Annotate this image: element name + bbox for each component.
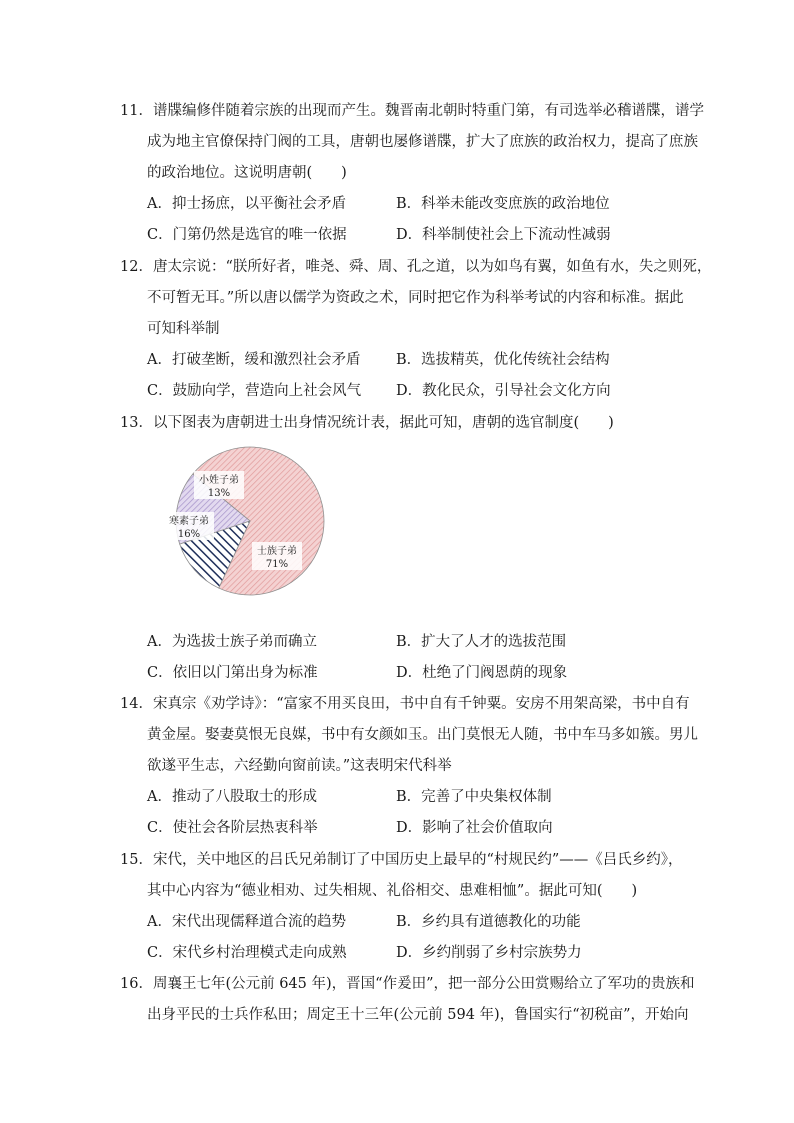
question-14-line-2: 黄金屋。娶妻莫恨无良媒，书中有女颜如玉。出门莫恨无人随，书中车马多如簇。男儿 (147, 727, 698, 743)
pie-label-xiaoxing: 小姓子弟 (199, 475, 239, 486)
pie-value-shizu: 71% (265, 559, 289, 570)
question-11-option-c[interactable]: C．门第仍然是选官的唯一依据 (147, 227, 347, 243)
question-12 (120, 252, 712, 407)
question-11-line-1: 11．谱牒编修伴随着宗族的出现而产生。魏晋南北朝时特重门第，有司选举必稽谱牒，谱学 (120, 103, 704, 119)
question-14-option-c[interactable]: C．使社会各阶层热衷科举 (147, 820, 318, 836)
question-16 (120, 969, 695, 1031)
question-12-line-2: 不可暂无耳。”所以唐以儒学为资政之术，同时把它作为科举考试的内容和标准。据此 (147, 290, 684, 306)
question-16-line-2: 出身平民的士兵作私田；周定王十三年(公元前 594 年)，鲁国实行“初税亩”，开始向 (147, 1007, 689, 1023)
question-14-line-1: 14．宋真宗《劝学诗》：“富家不用买良田，书中自有千钟粟。安房不用架高梁，书中自有 (120, 696, 690, 712)
question-14-option-a[interactable]: A．推动了八股取士的形成 (147, 789, 317, 805)
question-13-option-d[interactable]: D．杜绝了门阀恩荫的现象 (396, 665, 568, 681)
question-13-option-a[interactable]: A．为选拔士族子弟而确立 (147, 634, 317, 650)
question-12-line-1: 12．唐太宗说：“朕所好者，唯尧、舜、周、孔之道，以为如鸟有翼，如鱼有水，失之则死， (120, 259, 712, 275)
question-14-option-d[interactable]: D．影响了社会价值取向 (396, 820, 553, 836)
question-15-line-1: 15．宋代，关中地区的吕氏兄弟制订了中国历史上最早的“村规民约”——《吕氏乡约》， (120, 852, 683, 868)
pie-value-xiaoxing: 13% (207, 488, 231, 499)
question-13 (120, 408, 680, 439)
pie-chart (155, 446, 345, 596)
question-15-option-d[interactable]: D．乡约削弱了乡村宗族势力 (396, 945, 582, 961)
question-14-option-b[interactable]: B．完善了中央集权体制 (396, 789, 552, 805)
question-14-line-3: 欲遂平生志，六经勤向窗前读。”这表明宋代科举 (147, 758, 452, 774)
question-15-option-b[interactable]: B．乡约具有道德教化的功能 (396, 914, 581, 930)
question-12-option-a[interactable]: A．打破垄断，缓和激烈社会矛盾 (147, 352, 361, 368)
pie-label-hansu: 寒素子弟 (169, 516, 209, 527)
question-15-option-c[interactable]: C．宋代乡村治理模式走向成熟 (147, 945, 347, 961)
question-13-option-b[interactable]: B．扩大了人才的选拔范围 (396, 634, 567, 650)
question-15-line-2: 其中心内容为“德业相劝、过失相规、礼俗相交、患难相恤”。据此可知( ) (147, 883, 638, 899)
question-11-option-a[interactable]: A．抑士扬庶，以平衡社会矛盾 (147, 196, 346, 212)
question-11-line-2: 成为地主官僚保持门阀的工具，唐朝也屡修谱牒，扩大了庶族的政治权力，提高了庶族 (147, 134, 698, 150)
pie-value-hansu: 16% (177, 529, 201, 540)
pie-label-shizu: 士族子弟 (257, 546, 297, 557)
question-15 (120, 845, 683, 969)
question-13-option-c[interactable]: C．依旧以门第出身为标准 (147, 665, 318, 681)
question-15-option-a[interactable]: A．宋代出现儒释道合流的趋势 (147, 914, 346, 930)
question-11-line-3: 的政治地位。这说明唐朝( ) (147, 165, 347, 181)
question-12-option-b[interactable]: B．选拔精英，优化传统社会结构 (396, 352, 610, 368)
question-11-option-d[interactable]: D．科举制使社会上下流动性减弱 (396, 227, 611, 243)
question-14 (120, 689, 698, 844)
question-12-option-c[interactable]: C．鼓励向学，营造向上社会风气 (147, 383, 362, 399)
question-16-line-1: 16．周襄王七年(公元前 645 年)，晋国“作爰田”，把一部分公田赏赐给立了军功的贵族和 (120, 976, 695, 992)
question-12-line-3: 可知科举制 (147, 321, 220, 337)
question-13-line-1: 13．以下图表为唐朝进士出身情况统计表，据此可知，唐朝的选官制度( ) (120, 415, 614, 431)
question-12-option-d[interactable]: D．教化民众，引导社会文化方向 (396, 383, 611, 399)
question-13-options (120, 627, 680, 689)
question-11 (120, 96, 704, 251)
question-11-option-b[interactable]: B．科举未能改变庶族的政治地位 (396, 196, 610, 212)
